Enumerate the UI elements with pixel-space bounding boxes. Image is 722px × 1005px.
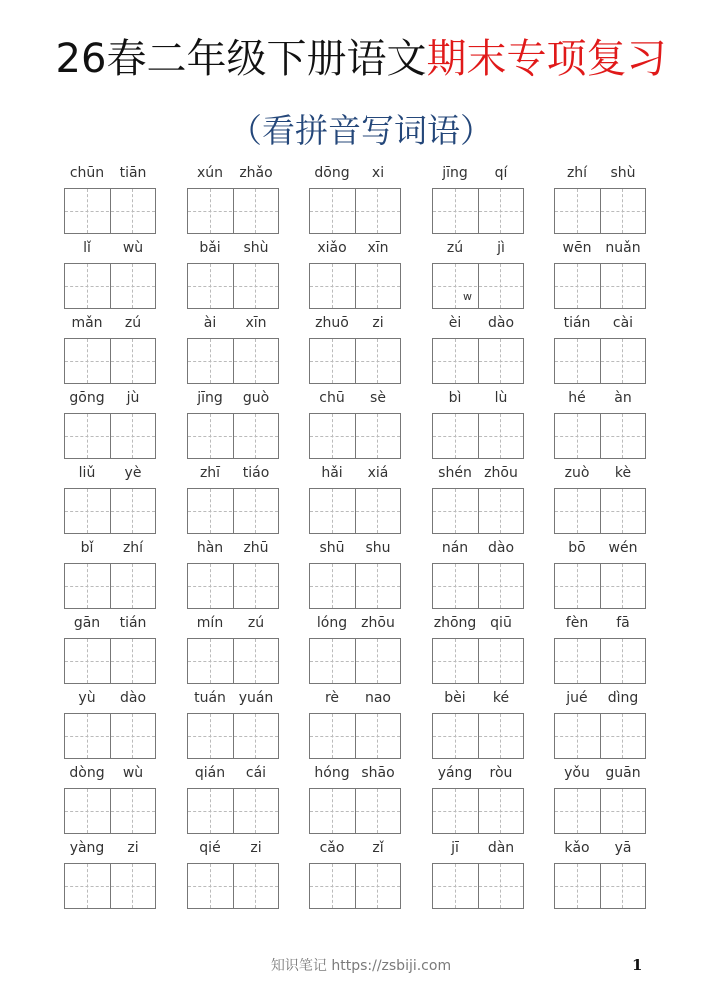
word-cell: [432, 314, 524, 384]
word-cell: [187, 389, 279, 459]
grid-guide-line: [433, 736, 523, 737]
word-cell: [64, 239, 156, 309]
pinyin-syllable: dìng: [607, 690, 639, 706]
word-cell: [554, 689, 646, 759]
pinyin-syllable: wēn: [562, 240, 592, 256]
writing-boxes: [432, 188, 524, 234]
grid-guide-line: [433, 211, 523, 212]
pinyin-syllable: hé: [568, 390, 586, 406]
pinyin-syllable: xún: [196, 165, 224, 181]
word-cell: [187, 839, 279, 909]
grid-guide-line: [188, 661, 278, 662]
page-number: 1: [632, 956, 643, 974]
pinyin-syllable: tián: [119, 615, 147, 631]
title-main: 26春二年级下册语文: [55, 36, 427, 82]
writing-boxes: [309, 338, 401, 384]
writing-boxes: [187, 263, 279, 309]
pinyin-syllable: guān: [605, 765, 641, 781]
pinyin-syllable: bǎi: [199, 240, 221, 256]
grid-guide-line: [188, 886, 278, 887]
writing-boxes: [309, 713, 401, 759]
word-cell: [309, 464, 401, 534]
word-cell: [309, 839, 401, 909]
pinyin-syllable: zhí: [122, 540, 144, 556]
pinyin-syllable: zhǎo: [239, 165, 273, 181]
pinyin-syllable: guò: [242, 390, 270, 406]
word-cell: [187, 314, 279, 384]
pinyin-syllable: yǒu: [564, 765, 590, 781]
grid-guide-line: [433, 511, 523, 512]
grid-guide-line: [65, 586, 155, 587]
word-cell: [432, 764, 524, 834]
pinyin-syllable: fèn: [565, 615, 589, 631]
writing-boxes: [64, 188, 156, 234]
pinyin-syllable: cài: [612, 315, 634, 331]
pinyin-syllable: xi: [371, 165, 385, 181]
grid-guide-line: [310, 211, 400, 212]
pinyin-syllable: fā: [616, 615, 630, 631]
grid-guide-line: [188, 511, 278, 512]
grid-guide-line: [555, 811, 645, 812]
grid-guide-line: [433, 586, 523, 587]
writing-boxes: [554, 188, 646, 234]
footer-watermark: 知识笔记 https://zsbiji.com: [270, 958, 452, 974]
grid-guide-line: [555, 586, 645, 587]
pinyin-syllable: àn: [614, 390, 632, 406]
pinyin-syllable: wén: [608, 540, 638, 556]
word-cell: [309, 389, 401, 459]
title-highlight: 期末专项复习: [426, 36, 667, 82]
pinyin-syllable: bō: [568, 540, 586, 556]
writing-boxes: [187, 188, 279, 234]
pinyin-syllable: mǎn: [71, 315, 103, 331]
grid-guide-line: [555, 361, 645, 362]
grid-guide-line: [310, 811, 400, 812]
pinyin-syllable: yàng: [69, 840, 105, 856]
writing-boxes: [309, 413, 401, 459]
word-cell: [432, 239, 524, 309]
writing-boxes: [432, 413, 524, 459]
writing-boxes: [309, 263, 401, 309]
writing-boxes: [432, 863, 524, 909]
writing-boxes: [554, 563, 646, 609]
pinyin-syllable: zú: [124, 315, 142, 331]
pinyin-syllable: hàn: [196, 540, 224, 556]
writing-boxes: [187, 563, 279, 609]
grid-guide-line: [65, 436, 155, 437]
writing-boxes: [187, 638, 279, 684]
pinyin-syllable: zi: [372, 315, 384, 331]
pinyin-syllable: shén: [438, 465, 472, 481]
grid-guide-line: [310, 586, 400, 587]
writing-boxes: [64, 413, 156, 459]
writing-boxes: [554, 263, 646, 309]
pinyin-syllable: qí: [494, 165, 508, 181]
writing-boxes: [187, 863, 279, 909]
word-cell: [432, 839, 524, 909]
pinyin-syllable: dào: [487, 315, 515, 331]
pinyin-syllable: xiǎo: [317, 240, 347, 256]
pinyin-syllable: chūn: [69, 165, 105, 181]
pinyin-syllable: qiū: [490, 615, 512, 631]
pinyin-syllable: zú: [247, 615, 265, 631]
pinyin-syllable: tiān: [119, 165, 147, 181]
word-cell: [554, 614, 646, 684]
writing-boxes: [64, 713, 156, 759]
writing-boxes: [554, 488, 646, 534]
word-cell: [64, 764, 156, 834]
pinyin-syllable: sè: [370, 390, 386, 406]
pinyin-syllable: liǔ: [78, 465, 96, 481]
writing-boxes: [432, 488, 524, 534]
word-cell: [309, 314, 401, 384]
grid-guide-line: [65, 361, 155, 362]
writing-boxes: [309, 188, 401, 234]
pinyin-syllable: jué: [566, 690, 588, 706]
word-cell: [64, 839, 156, 909]
word-cell: [64, 389, 156, 459]
word-cell: [554, 314, 646, 384]
word-cell: [554, 539, 646, 609]
pinyin-syllable: tuán: [194, 690, 226, 706]
writing-boxes: [187, 338, 279, 384]
pinyin-syllable: ròu: [489, 765, 513, 781]
writing-boxes: [554, 863, 646, 909]
grid-guide-line: [433, 811, 523, 812]
grid-guide-line: [188, 361, 278, 362]
pinyin-syllable: wù: [122, 765, 144, 781]
pinyin-syllable: zǐ: [372, 840, 384, 856]
pinyin-syllable: shū: [319, 540, 345, 556]
word-cell: [309, 539, 401, 609]
pinyin-syllable: yáng: [437, 765, 473, 781]
pinyin-syllable: zhōu: [361, 615, 395, 631]
pinyin-syllable: zhū: [243, 540, 269, 556]
writing-boxes: [432, 338, 524, 384]
grid-guide-line: [188, 736, 278, 737]
pinyin-syllable: zhōu: [484, 465, 518, 481]
word-cell: [64, 689, 156, 759]
pinyin-syllable: dòng: [69, 765, 105, 781]
pinyin-syllable: zhī: [199, 465, 221, 481]
writing-boxes: [64, 788, 156, 834]
pinyin-syllable: xīn: [245, 315, 267, 331]
writing-boxes: [64, 863, 156, 909]
pinyin-syllable: gōng: [69, 390, 105, 406]
pinyin-syllable: dào: [487, 540, 515, 556]
pinyin-syllable: cái: [245, 765, 267, 781]
grid-guide-line: [433, 436, 523, 437]
grid-guide-line: [555, 661, 645, 662]
writing-boxes: [64, 338, 156, 384]
pinyin-syllable: ài: [203, 315, 217, 331]
pinyin-syllable: bǐ: [80, 540, 94, 556]
pinyin-syllable: rè: [324, 690, 340, 706]
grid-guide-line: [433, 286, 523, 287]
writing-boxes: [554, 788, 646, 834]
pinyin-syllable: dōng: [314, 165, 350, 181]
grid-guide-line: [188, 286, 278, 287]
writing-boxes: [432, 638, 524, 684]
word-cell: [554, 164, 646, 234]
pinyin-syllable: nuǎn: [605, 240, 641, 256]
pinyin-syllable: yā: [614, 840, 632, 856]
pinyin-syllable: xīn: [367, 240, 389, 256]
word-cell: [64, 614, 156, 684]
grid-guide-line: [310, 436, 400, 437]
pinyin-syllable: jī: [451, 840, 459, 856]
pinyin-syllable: hóng: [314, 765, 350, 781]
word-cell: [554, 464, 646, 534]
grid-guide-line: [188, 586, 278, 587]
grid-guide-line: [188, 211, 278, 212]
pinyin-syllable: jì: [497, 240, 505, 256]
grid-guide-line: [310, 661, 400, 662]
word-cell: [187, 539, 279, 609]
grid-guide-line: [65, 811, 155, 812]
pinyin-syllable: zi: [127, 840, 139, 856]
word-cell: [432, 689, 524, 759]
word-cell: [554, 389, 646, 459]
writing-boxes: [309, 563, 401, 609]
writing-boxes: [432, 788, 524, 834]
word-cell: [554, 239, 646, 309]
pinyin-syllable: nao: [364, 690, 392, 706]
pinyin-syllable: tián: [563, 315, 591, 331]
writing-boxes: [432, 563, 524, 609]
writing-boxes: [554, 638, 646, 684]
writing-boxes: [64, 263, 156, 309]
grid-guide-line: [555, 886, 645, 887]
pinyin-syllable: tiáo: [242, 465, 270, 481]
word-cell: [64, 539, 156, 609]
pinyin-syllable: nán: [441, 540, 469, 556]
grid-guide-line: [555, 736, 645, 737]
word-cell: [432, 614, 524, 684]
writing-boxes: [554, 713, 646, 759]
writing-boxes: [187, 713, 279, 759]
pinyin-syllable: jù: [126, 390, 140, 406]
pinyin-syllable: kǎo: [564, 840, 590, 856]
stray-mark: w: [463, 290, 472, 303]
word-cell: [64, 314, 156, 384]
word-cell: [432, 164, 524, 234]
pinyin-syllable: mín: [196, 615, 224, 631]
pinyin-syllable: zú: [446, 240, 464, 256]
pinyin-syllable: zuò: [564, 465, 590, 481]
writing-boxes: [64, 488, 156, 534]
pinyin-syllable: shu: [365, 540, 391, 556]
pinyin-syllable: shù: [610, 165, 636, 181]
grid-guide-line: [555, 436, 645, 437]
writing-boxes: [554, 338, 646, 384]
writing-boxes: [187, 488, 279, 534]
pinyin-syllable: ké: [492, 690, 510, 706]
grid-guide-line: [310, 361, 400, 362]
pinyin-syllable: lóng: [316, 615, 348, 631]
pinyin-syllable: qié: [199, 840, 221, 856]
pinyin-syllable: zhōng: [433, 615, 477, 631]
writing-boxes: [554, 413, 646, 459]
pinyin-syllable: bèi: [444, 690, 466, 706]
pinyin-syllable: cǎo: [319, 840, 345, 856]
writing-boxes: [309, 638, 401, 684]
grid-guide-line: [555, 511, 645, 512]
pinyin-syllable: qián: [194, 765, 226, 781]
grid-guide-line: [188, 436, 278, 437]
pinyin-syllable: xiá: [367, 465, 389, 481]
word-cell: [64, 164, 156, 234]
page-subtitle: （看拼音写词语）: [229, 111, 493, 150]
writing-boxes: [64, 563, 156, 609]
writing-boxes: [432, 713, 524, 759]
writing-boxes: [187, 788, 279, 834]
grid-guide-line: [555, 286, 645, 287]
word-cell: [187, 689, 279, 759]
word-cell: [309, 689, 401, 759]
pinyin-syllable: shù: [243, 240, 269, 256]
word-cell: [432, 539, 524, 609]
pinyin-syllable: kè: [614, 465, 632, 481]
grid-guide-line: [65, 886, 155, 887]
pinyin-syllable: hǎi: [321, 465, 343, 481]
pinyin-syllable: bì: [448, 390, 462, 406]
pinyin-syllable: zhí: [566, 165, 588, 181]
pinyin-syllable: yè: [124, 465, 142, 481]
pinyin-syllable: dào: [119, 690, 147, 706]
word-cell: [187, 764, 279, 834]
word-cell: [187, 164, 279, 234]
writing-boxes: [309, 488, 401, 534]
pinyin-syllable: zi: [250, 840, 262, 856]
writing-boxes: [187, 413, 279, 459]
word-cell: [187, 239, 279, 309]
word-cell: [309, 239, 401, 309]
grid-guide-line: [188, 811, 278, 812]
writing-boxes: [309, 863, 401, 909]
word-cell: [187, 464, 279, 534]
word-cell: [309, 764, 401, 834]
pinyin-syllable: èi: [448, 315, 462, 331]
pinyin-syllable: gān: [73, 615, 101, 631]
word-cell: [64, 464, 156, 534]
grid-guide-line: [310, 286, 400, 287]
pinyin-syllable: jīng: [197, 390, 223, 406]
pinyin-syllable: lǐ: [83, 240, 91, 256]
pinyin-syllable: yù: [78, 690, 96, 706]
writing-boxes: [309, 788, 401, 834]
pinyin-syllable: lù: [494, 390, 508, 406]
writing-boxes: [64, 638, 156, 684]
writing-boxes: [432, 263, 524, 309]
word-cell: [432, 389, 524, 459]
word-cell: [187, 614, 279, 684]
pinyin-syllable: zhuō: [315, 315, 349, 331]
grid-guide-line: [310, 736, 400, 737]
grid-guide-line: [65, 736, 155, 737]
grid-guide-line: [433, 886, 523, 887]
word-cell: [554, 839, 646, 909]
grid-guide-line: [65, 511, 155, 512]
pinyin-syllable: chū: [319, 390, 345, 406]
grid-guide-line: [65, 286, 155, 287]
pinyin-syllable: shāo: [361, 765, 395, 781]
pinyin-syllable: jīng: [442, 165, 468, 181]
grid-guide-line: [310, 511, 400, 512]
pinyin-syllable: dàn: [487, 840, 515, 856]
pinyin-syllable: wù: [122, 240, 144, 256]
grid-guide-line: [310, 886, 400, 887]
word-cell: [432, 464, 524, 534]
grid-guide-line: [433, 361, 523, 362]
pinyin-syllable: yuán: [238, 690, 274, 706]
grid-guide-line: [65, 211, 155, 212]
word-cell: [554, 764, 646, 834]
grid-guide-line: [65, 661, 155, 662]
grid-guide-line: [555, 211, 645, 212]
word-cell: [309, 614, 401, 684]
word-cell: [309, 164, 401, 234]
grid-guide-line: [433, 661, 523, 662]
